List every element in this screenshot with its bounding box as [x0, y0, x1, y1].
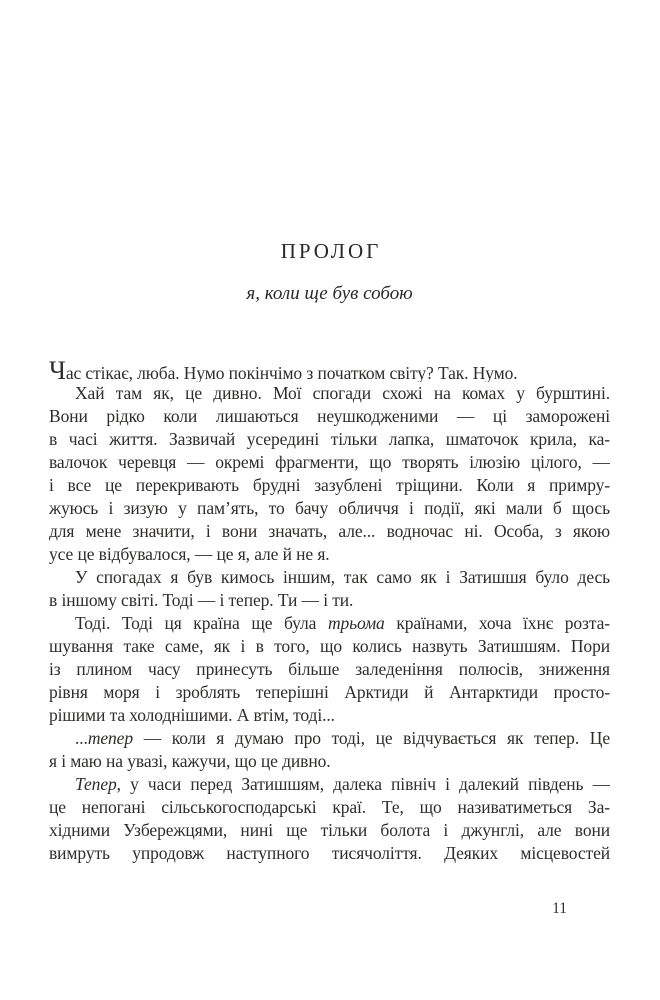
italic-text-segment: Тепер [75, 774, 117, 794]
text-line [49, 543, 610, 566]
raised-initial: Ч [49, 359, 66, 382]
text-line [49, 842, 610, 865]
text-segment: рішими та холоднішими. А втім, тоді... [49, 705, 335, 725]
text-segment: У спогадах я був кимось іншим, так само як і Затишшя було десь [75, 567, 610, 587]
text-line [49, 497, 610, 520]
text-line [49, 520, 610, 543]
text-segment: рівня моря і зроблять теперішні Арктиди й Антарктиди просто- [49, 682, 610, 702]
text-segment: хідними Узбережцями, нині ще тільки болота і джунглі, але вони [49, 820, 610, 840]
text-line [49, 773, 610, 796]
paragraph [49, 566, 610, 612]
text-line [49, 612, 610, 635]
text-segment: валочок черевця — окремі фрагменти, що творять ілюзію цілого, — [49, 452, 610, 472]
text-segment: шування таке саме, як і в того, що колись назвуть Затишшям. Пори [49, 636, 610, 656]
page-number: 11 [552, 900, 567, 917]
text-segment: це непогані сільськогосподарські краї. Те, що називатиметься За- [49, 797, 610, 817]
text-segment: Вони рідко коли лишаються неушкодженими — ці заморожені [49, 406, 610, 426]
text-line [49, 566, 610, 589]
text-line [49, 359, 610, 382]
text-line [49, 727, 610, 750]
paragraph [49, 359, 610, 382]
text-line [49, 681, 610, 704]
chapter-title: ПРОЛОГ [280, 239, 382, 263]
text-segment: жуюсь і зизую у пам’ять, то бачу обличчя і події, які мали б щось [49, 498, 610, 518]
text-segment: в іншому світі. Тоді — і тепер. Ти — і ти. [49, 590, 354, 610]
text-line [49, 658, 610, 681]
text-segment: — коли я думаю про тоді, це відчувається як тепер. Це [133, 728, 610, 748]
paragraph [49, 382, 610, 566]
text-line [49, 428, 610, 451]
text-line [49, 635, 610, 658]
text-segment: із плином часу принесуть більше заледеніння полюсів, зниження [49, 659, 610, 679]
chapter-subtitle: я, коли ще був собою [246, 283, 413, 304]
text-segment: , у часи перед Затишшям, далека північ і далекий південь — [116, 774, 610, 794]
text-line [49, 451, 610, 474]
text-segment: вимруть упродовж наступного тисячоліття. Деяких місцевостей [49, 843, 610, 863]
text-line [49, 382, 610, 405]
text-segment: країнами, хоча їхнє розта- [384, 613, 610, 633]
text-segment: і все це перекривають брудні зазублені тріщини. Коли я примру- [49, 475, 610, 495]
text-segment: Тоді. Тоді ця країна ще була [75, 613, 328, 633]
text-line [49, 819, 610, 842]
italic-text-segment: тепер [87, 728, 134, 748]
text-segment: для мене значити, і вони значать, але... водночас ні. Особа, з якою [49, 521, 610, 541]
italic-text-segment: трьома [327, 613, 385, 633]
text-line [49, 750, 610, 773]
text-segment: Хай там як, це дивно. Мої спогади схожі на комах у бурштині. [75, 383, 610, 403]
text-segment: усе це відбувалося, — це я, але й не я. [49, 544, 330, 564]
body-text [49, 359, 610, 865]
paragraph [49, 612, 610, 727]
text-line [49, 405, 610, 428]
paragraph [49, 773, 610, 865]
paragraph [49, 727, 610, 773]
text-line [49, 474, 610, 497]
text-segment: я і маю на увазі, кажучи, що це дивно. [49, 751, 331, 771]
text-line [49, 589, 610, 612]
text-line [49, 704, 610, 727]
text-segment: ... [75, 728, 88, 748]
text-segment: ас стікає, люба. Нумо покінчімо з початком світу? Так. Нумо. [65, 363, 518, 382]
text-segment: в часі життя. Зазвичай усередині тільки лапка, шматочок крила, ка- [49, 429, 610, 449]
text-line [49, 796, 610, 819]
